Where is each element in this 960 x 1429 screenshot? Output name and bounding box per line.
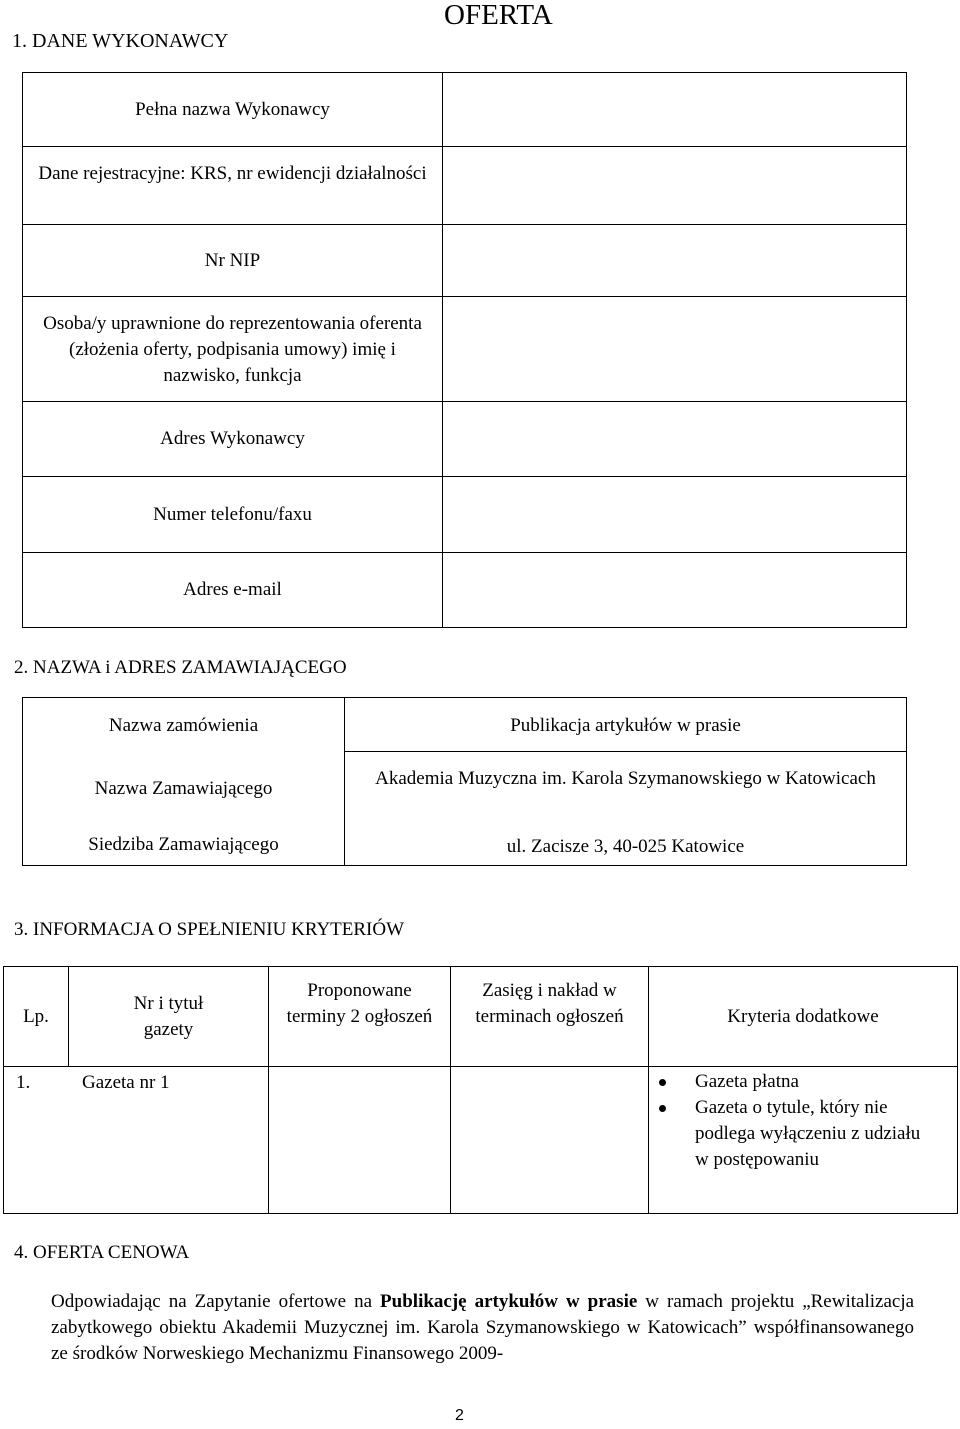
orderer-address-value: ul. Zacisze 3, 40-025 Katowice [506,836,745,857]
email-label: Adres e-mail [183,579,282,600]
criteria-cell [648,1066,958,1214]
newspaper-name: Gazeta nr 1 [82,1072,170,1093]
dates-header: Proponowane terminy 2 ogłoszeń [286,980,433,1027]
orderer-seat-label: Siedziba Zamawiającego [88,834,279,855]
orderer-labels-cell [22,697,345,866]
offer-text-end: w ramach projektu „Rewitalizacja zabytkowego obiektu Akademii Muzycznej im. Karola Szymanowskiego w Katowicach” współfinansowanego ze środków Norweskiego Mechanizmu Finansowego 2009- [51,1291,915,1364]
full-name-label: Pełna nazwa Wykonawcy [135,99,330,120]
dates-input-cell[interactable] [268,1066,451,1214]
criteria-header-cell [648,966,958,1067]
representative-input-cell[interactable] [442,296,907,402]
orderer-name-value: Akademia Muzyczna im. Karola Szymanowskiego w Katowicach [375,768,876,789]
nip-label: Nr NIP [204,250,261,271]
representative-label: Osoba/y uprawnione do reprezentowania oferenta (złożenia oferty, podpisania umowy) imię i nazwisko, funkcja [43,313,422,386]
section2-title: 2. NAZWA i ADRES ZAMAWIAJĄCEGO [14,657,347,678]
section1-title: 1. DANE WYKONAWCY [12,30,229,52]
full-name-input-cell[interactable] [442,72,907,147]
criteria-header: Kryteria dodatkowe [727,1006,879,1027]
contractor-label-cell [22,401,443,477]
nip-input-cell[interactable] [442,224,907,297]
registration-input-cell[interactable] [442,146,907,225]
address-label: Adres Wykonawcy [160,428,305,449]
title-header: Nr i tytuł gazety [133,993,204,1040]
address-input-cell[interactable] [442,401,907,477]
dates-header-cell [268,966,451,1067]
reach-header: Zasięg i nakład w terminach ogłoszeń [475,980,624,1027]
offer-text-start: Odpowiadając na Zapytanie ofertowe na [51,1291,373,1312]
section3-title: 3. INFORMACJA O SPEŁNIENIU KRYTERIÓW [14,919,405,940]
lp-header: Lp. [23,1006,49,1027]
lp-header-cell [3,966,69,1067]
email-input-cell[interactable] [442,552,907,628]
newspaper-row-cell [3,1066,269,1214]
order-name-cell [344,697,907,752]
page-number: 2 [455,1407,464,1424]
document-title: OFERTA [444,0,553,31]
offer-text-bold: Publikację artykułów w prasie [380,1291,638,1312]
title-header-cell [68,966,269,1067]
row-number: 1. [16,1072,31,1093]
reach-header-cell [450,966,649,1067]
phone-label: Numer telefonu/faxu [153,504,312,525]
orderer-details-cell [344,751,907,866]
bullet-icon [659,1079,666,1086]
reach-input-cell[interactable] [450,1066,649,1214]
criterion-paid: Gazeta płatna [695,1071,799,1092]
contractor-label-cell [22,552,443,628]
contractor-label-cell [22,296,443,402]
orderer-name-label: Nazwa Zamawiającego [94,778,273,799]
phone-input-cell[interactable] [442,476,907,553]
criterion-title: Gazeta o tytule, który nie podlega wyłączeniu z udziału w postępowaniu [695,1097,921,1170]
contractor-label-cell [22,72,443,147]
bullet-icon [659,1105,666,1112]
section4-title: 4. OFERTA CENOWA [14,1242,190,1263]
order-name-label: Nazwa zamówienia [108,715,259,736]
order-name-value: Publikacja artykułów w prasie [510,715,741,736]
contractor-label-cell [22,476,443,553]
contractor-label-cell [22,224,443,297]
contractor-label-cell [22,146,443,225]
registration-label: Dane rejestracyjne: KRS, nr ewidencji działalności [38,163,427,184]
offer-paragraph [51,1289,914,1367]
